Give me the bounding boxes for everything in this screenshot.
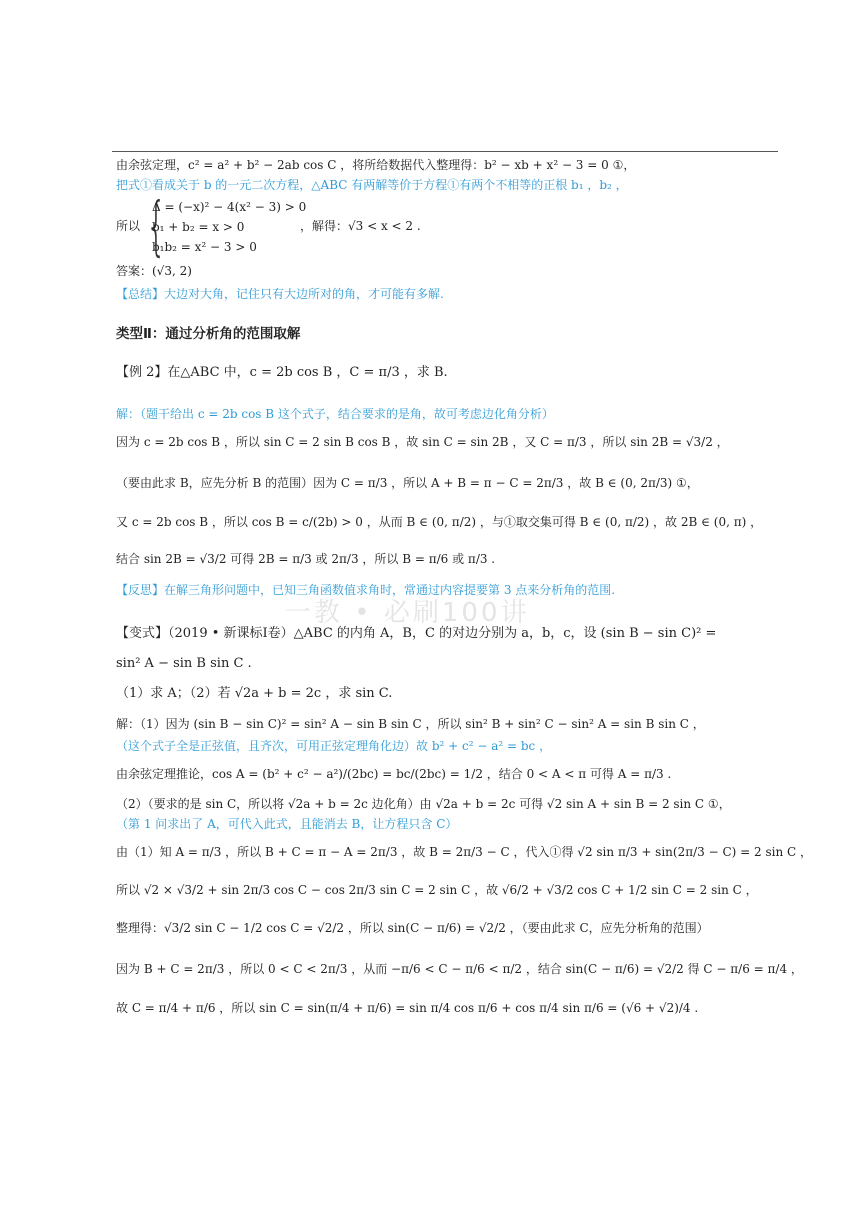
- variant-solution-9: 因为 B + C = 2π/3 ，所以 0 < C < 2π/3 ，从而 −π/6 < C − π/6 < π/2 ，结合 sin(C − π/6) = √2/2 得 C − π/6 = π/4 ，: [116, 962, 803, 976]
- line-cosine-law: 由余弦定理，c² = a² + b² − 2ab cos C ，将所给数据代入整理得：b² − xb + x² − 3 = 0 ①，: [116, 158, 636, 172]
- section-heading: 类型Ⅱ：通过分析角的范围取解: [116, 326, 301, 342]
- line-quadratic-view: 把式①看成关于 b 的一元二次方程，△ABC 有两解等价于方程①有两个不相等的正根 b₁ ，b₂ ，: [116, 178, 628, 192]
- system-row-1: Δ = (−x)² − 4(x² − 3) > 0: [152, 200, 307, 214]
- reflection: 【反思】在解三角形问题中，已知三角函数值求角时，常通过内容提要第 3 点来分析角的范围.: [116, 583, 616, 597]
- solution-line-3: 又 c = 2b cos B ，所以 cos B = c/(2b) > 0 ，从而 B ∈ (0, π/2) ，与①取交集可得 B ∈ (0, π/2) ，故 2B ∈ (0, π) ，: [116, 515, 763, 529]
- variant-solution-6: 由（1）知 A = π/3 ，所以 B + C = π − A = 2π/3 ，故 B = 2π/3 − C ，代入①得 √2 sin π/3 + sin(2π/3 − C) = 2 sin C ，: [116, 845, 813, 859]
- answer: 答案：(√3, 2): [116, 264, 192, 278]
- variant-solution-8: 整理得：√3/2 sin C − 1/2 cos C = √2/2 ，所以 sin(C − π/6) = √2/2 ，（要由此求 C，应先分析角的范围）: [116, 921, 709, 935]
- variant-solution-10: 故 C = π/4 + π/6 ，所以 sin C = sin(π/4 + π/6) = sin π/4 cos π/6 + cos π/4 sin π/6 = (√6 + √2)/4 .: [116, 1001, 699, 1015]
- solution-line-2: （要由此求 B，应先分析 B 的范围）因为 C = π/3 ，所以 A + B = π − C = 2π/3 ，故 B ∈ (0, 2π/3) ①，: [116, 476, 699, 490]
- variant-line-2: sin² A − sin B sin C .: [116, 656, 252, 671]
- line-system-result: ，解得：√3 < x < 2 .: [300, 219, 421, 233]
- header-rule: [112, 151, 778, 152]
- variant-solution-2: （这个式子全是正弦值，且齐次，可用正弦定理角化边）故 b² + c² − a² = bc ，: [116, 739, 552, 753]
- system-row-2: b₁ + b₂ = x > 0: [152, 220, 245, 234]
- variant-solution-7: 所以 √2 × √3/2 + sin 2π/3 cos C − cos 2π/3 sin C = 2 sin C ，故 √6/2 + √3/2 cos C + 1/2 sin C = 2 sin C ，: [116, 883, 758, 897]
- variant-solution-3: 由余弦定理推论，cos A = (b² + c² − a²)/(2bc) = bc/(2bc) = 1/2 ，结合 0 < A < π 可得 A = π/3 .: [116, 767, 672, 781]
- line-system-prefix: 所以: [116, 219, 141, 233]
- system-brace: {: [146, 190, 167, 264]
- summary: 【总结】大边对大角，记住只有大边所对的角，才可能有多解.: [116, 287, 444, 301]
- solution-line-1: 因为 c = 2b cos B ，所以 sin C = 2 sin B cos B ，故 sin C = sin 2B ，又 C = π/3 ，所以 sin 2B = √3/2 ，: [116, 435, 729, 449]
- system-row-3: b₁b₂ = x² − 3 > 0: [152, 240, 257, 254]
- solution-note: 解：（题干给出 c = 2b cos B 这个式子，结合要求的是角，故可考虑边化角分析）: [116, 407, 554, 421]
- variant-line-1: 【变式】（2019 • 新课标Ⅰ卷）△ABC 的内角 A，B，C 的对边分别为 a，b，c，设 (sin B − sin C)² =: [116, 626, 717, 641]
- variant-solution-5: （第 1 问求出了 A，可代入此式，且能消去 B，让方程只含 C）: [116, 817, 458, 831]
- variant-solution-1: 解：（1）因为 (sin B − sin C)² = sin² A − sin B sin C ，所以 sin² B + sin² C − sin² A = sin B sin C ，: [116, 717, 705, 731]
- variant-line-3: （1）求 A；（2）若 √2a + b = 2c ，求 sin C.: [116, 686, 393, 701]
- example-2: 【例 2】在△ABC 中，c = 2b cos B ，C = π/3 ，求 B.: [116, 365, 448, 380]
- variant-solution-4: （2）（要求的是 sin C，所以将 √2a + b = 2c 边化角）由 √2a + b = 2c 可得 √2 sin A + sin B = 2 sin C ①，: [116, 797, 731, 811]
- watermark: 一教 • 必刷100讲: [285, 598, 530, 628]
- solution-line-4: 结合 sin 2B = √3/2 可得 2B = π/3 或 2π/3 ，所以 B = π/6 或 π/3 .: [116, 552, 496, 566]
